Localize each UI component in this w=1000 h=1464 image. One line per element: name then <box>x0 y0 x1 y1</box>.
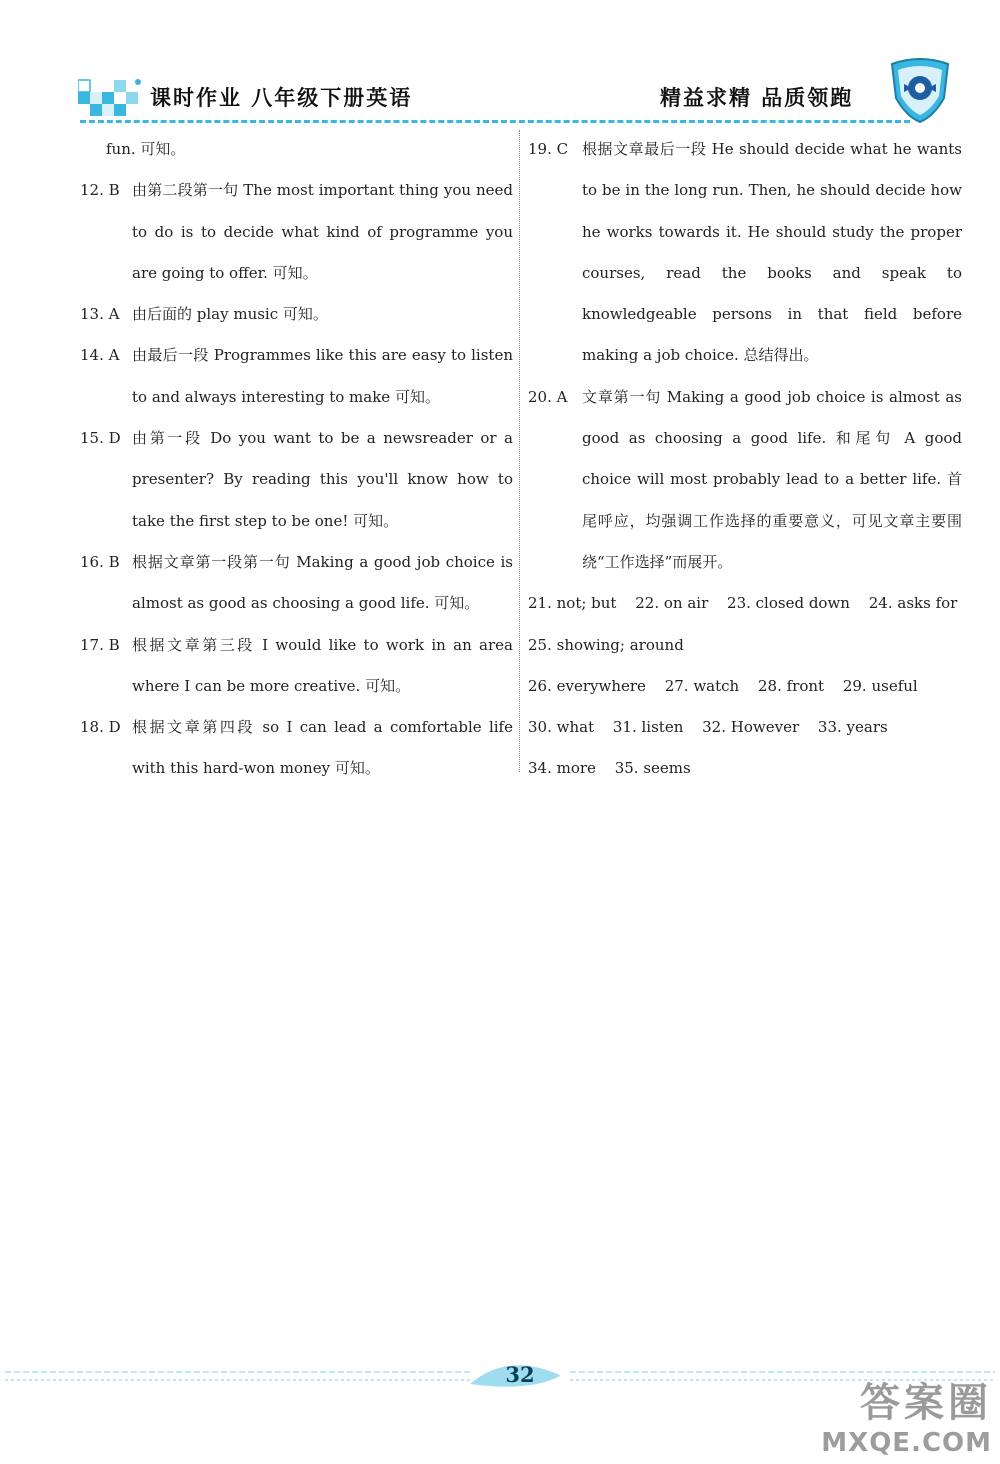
answer-item <box>80 542 513 625</box>
right-column <box>528 129 962 790</box>
question-number: 12. B <box>80 181 120 200</box>
explanation-text: 根据文章第一段第一句 Making a good job choice is almost as good as choosing a good life. 可知。 <box>132 552 513 613</box>
question-number: 20. A <box>528 387 568 406</box>
answer-24: 24. asks for <box>868 594 958 613</box>
question-number <box>80 129 106 170</box>
book-title: 课时作业 八年级下册英语 <box>150 86 413 110</box>
answer-item <box>80 707 513 790</box>
answer-35: 35. seems <box>614 759 691 778</box>
fill-in-answers-row <box>528 748 962 789</box>
fill-in-answers-row <box>528 583 962 624</box>
explanation-text: 由最后一段 Programmes like this are easy to listen to and always interesting to make 可知。 <box>132 346 513 406</box>
question-number: 17. B <box>80 635 120 654</box>
answer-item <box>80 170 513 294</box>
watermark <box>821 1371 992 1458</box>
answer-23: 23. closed down <box>727 594 850 613</box>
answer-item <box>528 129 962 377</box>
explanation-text: 根据文章最后一段 He should decide what he wants to be in the long run. Then, he should decide how he works towards it. He should study the proper courses, read the books and speak to knowledgeable persons in that field before making a job choice. 总结得出。 <box>582 140 962 365</box>
slogan: 精益求精 品质领跑 <box>660 86 854 110</box>
answer-27: 27. watch <box>664 676 740 695</box>
fill-in-answers-row <box>528 625 962 666</box>
watermark-brand: 答案圈 <box>860 1380 992 1426</box>
answer-34: 34. more <box>528 759 596 778</box>
explanation-text: 由后面的 play music 可知。 <box>132 305 328 324</box>
explanation-text: 由第一段 Do you want to be a newsreader or a presenter? By reading this you'll know how to take the first step to be one! 可知。 <box>132 429 513 530</box>
question-number: 15. D <box>80 429 121 448</box>
answer-item <box>80 625 513 708</box>
answer-item <box>528 377 962 583</box>
question-number: 16. B <box>80 552 120 571</box>
explanation-text: fun. 可知。 <box>106 140 186 158</box>
page-number: 32 <box>505 1362 535 1387</box>
question-number: 13. A <box>80 305 120 324</box>
answer-30: 30. what <box>528 718 595 737</box>
answer-26: 26. everywhere <box>528 676 646 695</box>
explanation-text: 根据文章第四段 so I can lead a comfortable life with this hard-won money 可知。 <box>132 718 513 778</box>
answer-25: 25. showing; around <box>528 635 684 654</box>
answer-31: 31. listen <box>612 718 684 737</box>
answer-item <box>80 335 513 418</box>
watermark-url: MXQE.COM <box>821 1428 992 1458</box>
fill-in-answers-row <box>528 666 962 707</box>
explanation-text: 由第二段第一句 The most important thing you need to do is to decide what kind of programme you are going to offer. 可知。 <box>132 181 513 282</box>
answer-item <box>80 294 513 335</box>
answer-32: 32. However <box>702 718 800 737</box>
answer-29: 29. useful <box>842 676 918 695</box>
answer-item <box>80 418 513 542</box>
answer-28: 28. front <box>757 676 825 695</box>
answer-21: 21. not; but <box>528 594 617 613</box>
column-divider <box>519 130 520 772</box>
answer-item <box>80 129 513 170</box>
explanation-text: 文章第一句 Making a good job choice is almost as good as choosing a good life. 和尾句 A good choice will most probably lead to a better life. 首尾呼应，均强调工作选择的重要意义，可见文章主要围绕“工作选择”而展开。 <box>582 387 962 571</box>
shield-emblem-icon <box>884 58 956 124</box>
answer-33: 33. years <box>817 718 888 737</box>
header-rule <box>80 120 910 123</box>
question-number: 14. A <box>80 346 120 365</box>
left-column <box>80 129 513 790</box>
question-number: 19. C <box>528 140 569 158</box>
fill-in-answers-row <box>528 707 962 748</box>
question-number: 18. D <box>80 718 121 737</box>
answer-22: 22. on air <box>635 594 709 613</box>
page-header <box>0 0 1000 140</box>
checker-pattern-icon <box>78 78 142 120</box>
explanation-text: 根据文章第三段 I would like to work in an area where I can be more creative. 可知。 <box>132 635 513 695</box>
